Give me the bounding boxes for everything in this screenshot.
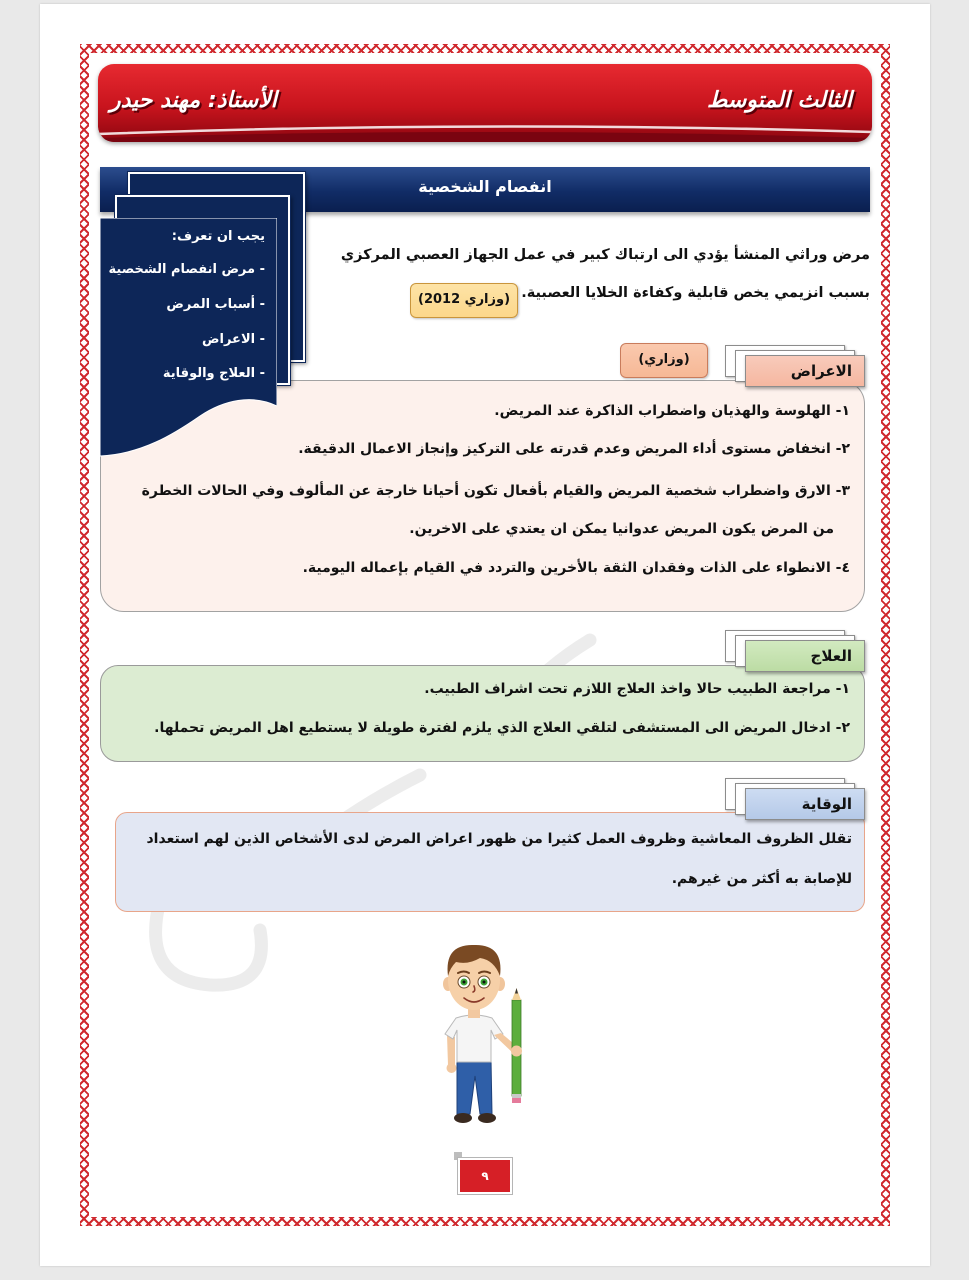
symptom-item: ٤- الانطواء على الذات وفقدان الثقة بالأخرين والتردد في القيام بإعماله اليومية. bbox=[302, 560, 850, 576]
grade-label: الثالث المتوسط bbox=[707, 88, 852, 113]
header-banner bbox=[98, 64, 872, 142]
symptom-item-continuation: من المرض يكون المريض عدوانيا يمكن ان يعتدي على الاخرين. bbox=[409, 521, 834, 537]
prevention-box bbox=[115, 812, 865, 912]
treatment-item: ١- مراجعة الطبيب حالا واخذ العلاج اللازم تحت اشراف الطبيب. bbox=[424, 681, 850, 697]
prevention-text: للإصابة به أكثر من غيرهم. bbox=[671, 871, 852, 887]
treatment-item: ٢- ادخال المريض الى المستشفى لتلقي العلاج الذي يلزم لفترة طويلة لا يستطيع اهل المريض تحملها. bbox=[154, 720, 850, 736]
treatment-box bbox=[100, 665, 865, 762]
teacher-name: الأستاذ: مهند حيدر bbox=[110, 88, 277, 113]
exam-badge-2012: (وزاري 2012) bbox=[410, 283, 518, 318]
objective-item: - الاعراض bbox=[202, 332, 265, 347]
cartoon-boy-with-pencil bbox=[428, 938, 532, 1128]
treatment-heading: العلاج bbox=[745, 640, 865, 672]
objective-item: - العلاج والوقاية bbox=[162, 366, 265, 381]
symptoms-heading: الاعراض bbox=[745, 355, 865, 387]
symptom-item: ٢- انخفاض مستوى أداء المريض وعدم قدرته على التركيز وإنجاز الاعمال الدقيقة. bbox=[298, 441, 850, 457]
boy-left-arm bbox=[447, 1035, 457, 1073]
symptoms-exam-badge: (وزاري) bbox=[620, 343, 708, 378]
objectives-panel bbox=[100, 218, 277, 458]
lesson-title: انفصام الشخصية bbox=[418, 177, 552, 196]
page-number: ٩ bbox=[458, 1158, 512, 1194]
symptom-item: ١- الهلوسة والهذيان واضطراب الذاكرة عند المريض. bbox=[494, 403, 850, 419]
prevention-heading: الوقاية bbox=[745, 788, 865, 820]
boy-shoes bbox=[454, 1113, 496, 1123]
boy-right-hand bbox=[511, 1046, 522, 1057]
objectives-heading: يجب ان تعرف: bbox=[171, 229, 265, 244]
symptom-item: ٣- الارق واضطراب شخصية المريض والقيام بأفعال تكون أحيانا خارجة عن المألوف وفي الحالات الخطرة bbox=[141, 483, 850, 499]
definition-line: بسبب انزيمي يخص قابلية وكفاءة الخلايا العصبية. bbox=[521, 285, 870, 301]
boy-jeans bbox=[457, 1060, 492, 1114]
objective-item: - مرض انفصام الشخصية bbox=[108, 262, 265, 277]
objective-item: - أسباب المرض bbox=[166, 297, 265, 312]
prevention-text: تقلل الظروف المعاشية وظروف العمل كثيرا من ظهور اعراض المرض لدى الأشخاص الذين لهم استعداد bbox=[146, 831, 852, 847]
definition-line: مرض وراثي المنشأ يؤدي الى ارتباك كبير في عمل الجهاز العصبي المركزي bbox=[340, 247, 870, 263]
